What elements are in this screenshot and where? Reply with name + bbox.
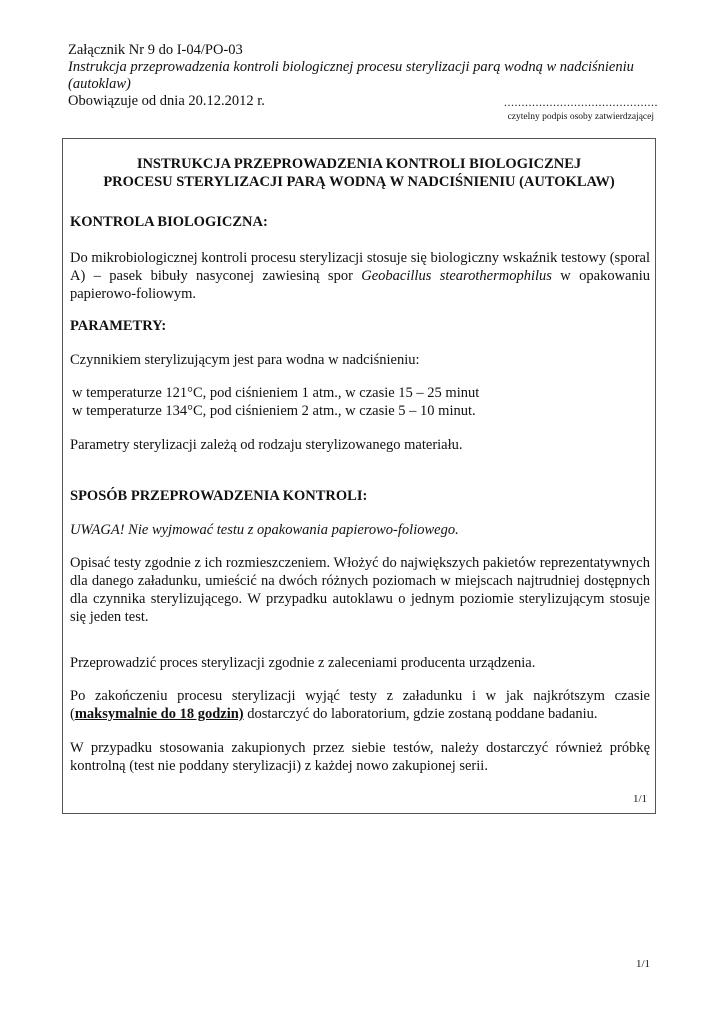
attachment-reference: Załącznik Nr 9 do I-04/PO-03	[68, 42, 243, 58]
biological-control-paragraph	[70, 249, 650, 303]
signature-label: czytelny podpis osoby zatwierdzającej	[507, 112, 654, 122]
paragraph-text: Po zakończeniu procesu sterylizacji wyjąć testy z załadunku i w jak najkrótszym czasie (	[70, 688, 650, 722]
procedure-paragraph-1: Opisać testy zgodnie z ich rozmieszczeniem. Włożyć do największych pakietów reprezentatywnych dla danego załadunku, umieścić na dwóch różnych poziomach w miejscach najtrudniej dostępnych dla czynnika sterylizującego. W przypadku autoklawu o jednym poziomie sterylizującym stosuje się jeden test.	[70, 555, 650, 625]
parameter-item-134: w temperaturze 134°C, pod ciśnieniem 2 atm., w czasie 5 – 10 minut.	[72, 403, 476, 419]
title-line-2: PROCESU STERYLIZACJI PARĄ WODNĄ W NADCIŚNIENIU (AUTOKLAW)	[103, 174, 615, 190]
page-number: 1/1	[636, 958, 651, 970]
paragraph-text-end: dostarczyć do laboratorium, gdzie zostaną poddane badaniu.	[243, 706, 598, 722]
paragraph-text-end: w opakowaniu papierowo-foliowym.	[70, 268, 650, 302]
title-line-1: INSTRUKCJA PRZEPROWADZENIA KONTROLI BIOLOGICZNEJ	[136, 156, 582, 172]
deadline-emphasis: maksymalnie do 18 godzin)	[74, 706, 244, 722]
paragraph-text: Do mikrobiologicznej kontroli procesu sterylizacji stosuje się biologiczny wskaźnik testowy (sporal A) – pasek bibuły nasyconej zawiesiną spor	[70, 250, 650, 284]
species-name: Geobacillus stearothermophilus	[361, 268, 552, 284]
section-heading-procedure: SPOSÓB PRZEPROWADZENIA KONTROLI:	[70, 488, 368, 504]
instruction-subtitle: Instrukcja przeprowadzenia kontroli biologicznej procesu sterylizacji parą wodną w nadciśnieniu	[68, 59, 634, 75]
procedure-paragraph-2: Przeprowadzić proces sterylizacji zgodnie z zaleceniami producenta urządzenia.	[70, 655, 536, 671]
parameters-intro: Czynnikiem sterylizującym jest para wodna w nadciśnieniu:	[70, 352, 420, 368]
section-heading-biological-control: KONTROLA BIOLOGICZNA:	[70, 214, 268, 230]
section-heading-parameters: PARAMETRY:	[70, 318, 167, 334]
parameters-note: Parametry sterylizacji zależą od rodzaju sterylizowanego materiału.	[70, 437, 463, 453]
document-title	[63, 155, 655, 191]
warning-note: UWAGA! Nie wyjmować testu z opakowania papierowo-foliowego.	[70, 522, 459, 538]
procedure-paragraph-4: W przypadku stosowania zakupionych przez siebie testów, należy dostarczyć również próbkę kontrolną (test nie poddany sterylizacji) z każdej nowo zakupionej serii.	[70, 740, 650, 774]
effective-date: Obowiązuje od dnia 20.12.2012 r.	[68, 93, 265, 109]
parameter-item-121: w temperaturze 121°C, pod ciśnieniem 1 atm., w czasie 15 – 25 minut	[72, 385, 480, 401]
procedure-paragraph-3	[70, 687, 650, 723]
document-header	[68, 42, 658, 122]
frame-page-number: 1/1	[632, 793, 647, 805]
instruction-frame	[62, 138, 656, 814]
signature-line: ............................................	[504, 95, 658, 109]
instruction-subtitle-cont: (autoklaw)	[68, 76, 131, 92]
